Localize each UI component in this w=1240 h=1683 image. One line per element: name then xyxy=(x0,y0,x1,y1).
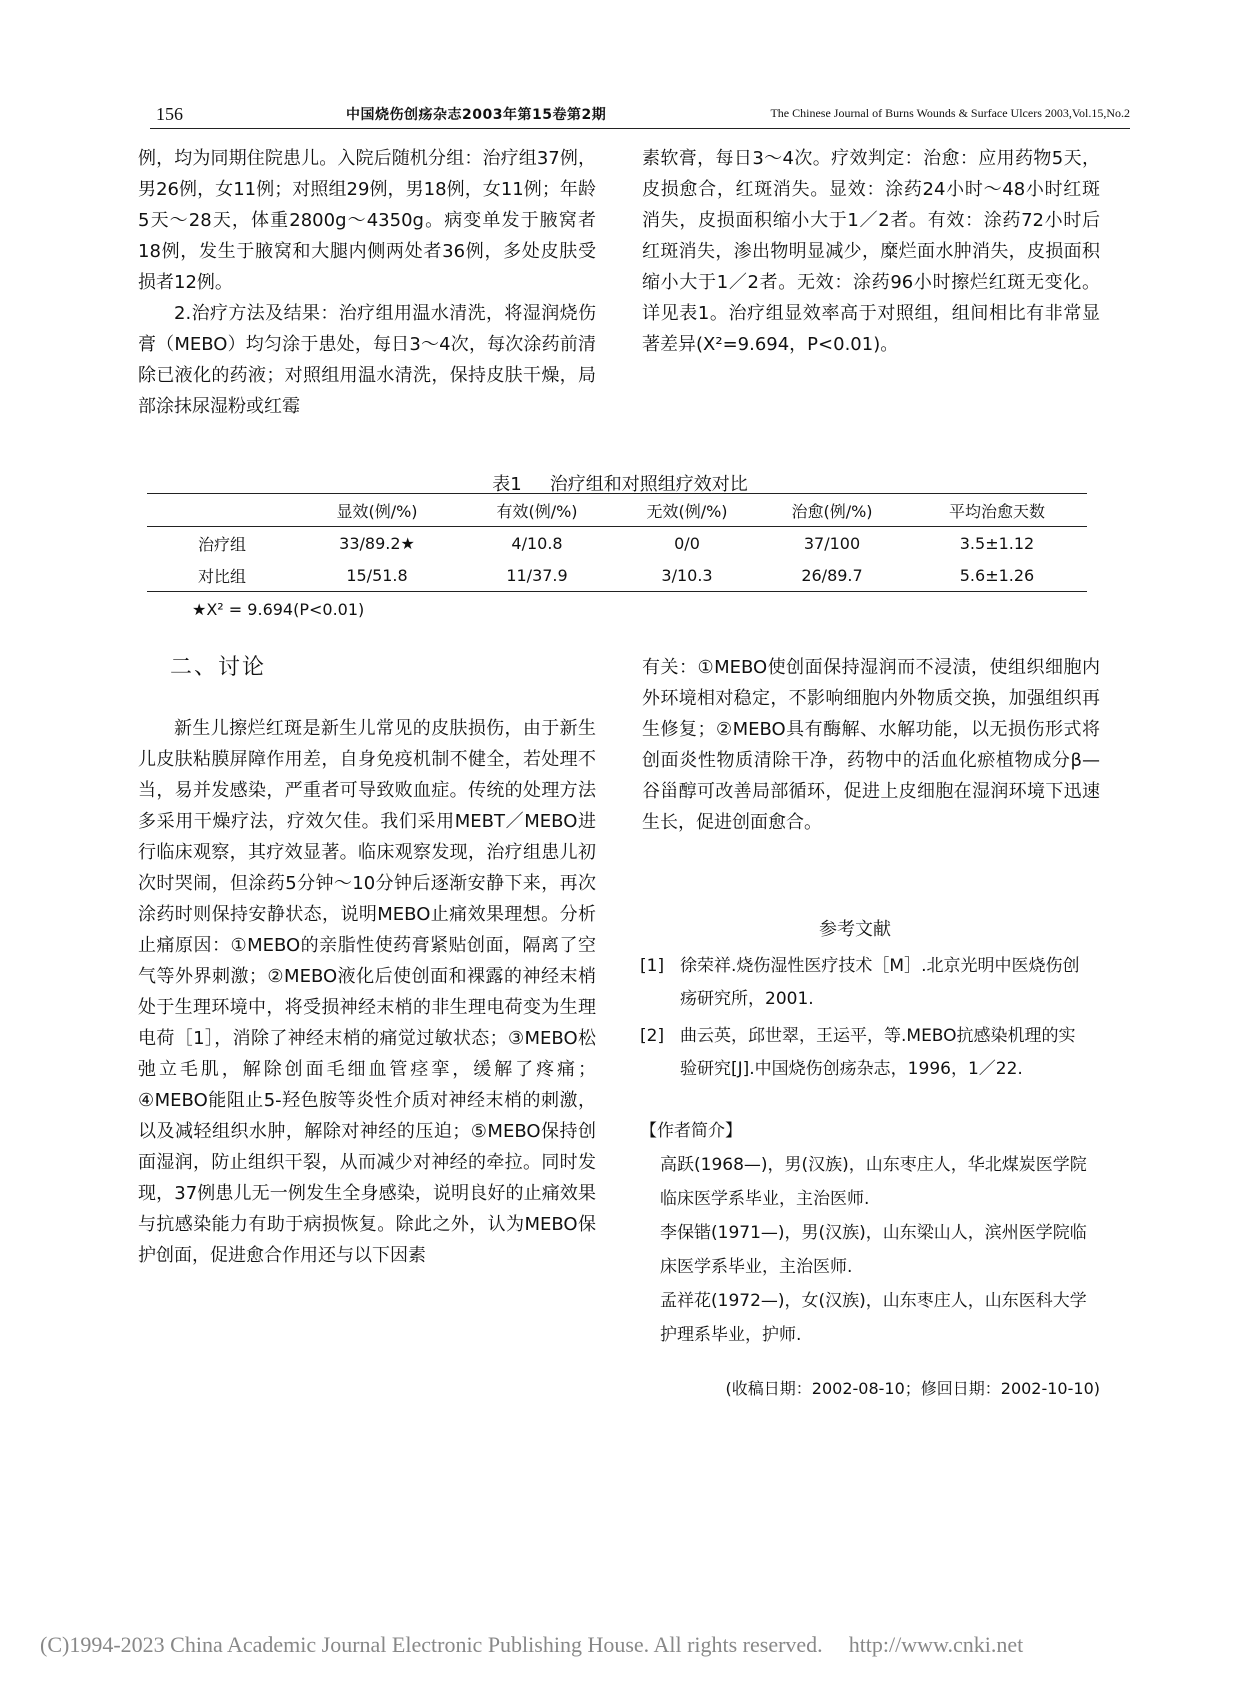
author-intro-title: 【作者简介】 xyxy=(640,1121,742,1141)
table-footnote: ★X² = 9.694(P<0.01) xyxy=(192,600,365,619)
table-cell: 5.6±1.26 xyxy=(907,559,1087,592)
table-cell: 3/10.3 xyxy=(617,559,757,592)
section-title-discussion: 二、讨论 xyxy=(170,655,267,680)
paragraph-criteria: 素软膏，每日3～4次。疗效判定：治愈：应用药物5天，皮损愈合，红斑消失。显效：涂药24小时～48小时红斑消失，皮损面积缩小大于1／2者。有效：涂药72小时后红斑消失，渗出物明显减少，糜烂面水肿消失，皮损面积缩小大于1／2者。无效：涂药96小时擦烂红斑无变化。详见表1。治疗组显效率高于对照组，组间相比有非常显著差异(X²=9.694，P<0.01)。 xyxy=(642,148,1100,355)
reference-text: 曲云英，邱世翠，王运平，等.MEBO抗感染机理的实验研究[J].中国烧伤创疡杂志，1996，1／22. xyxy=(680,1026,1076,1079)
table-title: 治疗组和对照组疗效对比 xyxy=(549,474,748,495)
footer-url[interactable]: http://www.cnki.net xyxy=(848,1632,1024,1657)
copyright-footer xyxy=(40,1632,1200,1658)
table-header-cell: 平均治愈天数 xyxy=(907,494,1087,527)
table-header-cell: 无效(例/%) xyxy=(617,494,757,527)
table-cell: 3.5±1.12 xyxy=(959,533,1035,553)
table-header-cell: 显效(例/%) xyxy=(297,494,457,527)
right-column-discussion xyxy=(642,652,1100,838)
table-header-cell: 治愈(例/%) xyxy=(757,494,907,527)
right-column-top xyxy=(642,143,1100,360)
table-header-cell: 有效(例/%) xyxy=(457,494,617,527)
header-rule xyxy=(150,128,1130,129)
journal-title-cn: 中国烧伤创疡杂志2003年第15卷第2期 xyxy=(346,107,607,123)
table-cell: 治疗组 xyxy=(197,534,246,554)
page-header xyxy=(156,104,1130,134)
author-bio: 李保锴(1971—)，男(汉族)，山东梁山人，滨州医学院临床医学系毕业，主治医师. xyxy=(660,1223,1087,1277)
table-row xyxy=(147,559,1087,592)
paragraph-methods: 2.治疗方法及结果：治疗组用温水清洗，将湿润烧伤膏（MEBO）均匀涂于患处，每日3～4次，每次涂药前清除已液化的药液；对照组用温水清洗，保持皮肤干燥，局部涂抹尿湿粉或红霉 xyxy=(138,303,596,417)
author-bio: 高跃(1968—)，男(汉族)，山东枣庄人，华北煤炭医学院临床医学系毕业，主治医师. xyxy=(660,1155,1087,1209)
table-cell: 对比组 xyxy=(147,559,297,592)
table-cell: 37/100 xyxy=(803,533,861,553)
author-bio: 孟祥花(1972—)，女(汉族)，山东枣庄人，山东医科大学护理系毕业，护师. xyxy=(660,1291,1087,1345)
results-table xyxy=(147,493,1087,592)
table-cell: 0/0 xyxy=(674,533,700,553)
table-row xyxy=(147,527,1087,560)
table-cell: 4/10.8 xyxy=(511,533,563,553)
table-cell: 15/51.8 xyxy=(297,559,457,592)
journal-title-en: The Chinese Journal of Burns Wounds & Surface Ulcers 2003,Vol.15,No.2 xyxy=(770,106,1130,120)
left-column-discussion xyxy=(138,713,596,1271)
table-cell: 33/89.2★ xyxy=(339,533,415,553)
table-header-row xyxy=(147,494,1087,527)
page-number: 156 xyxy=(156,104,183,124)
table-cell: 11/37.9 xyxy=(457,559,617,592)
table-cell: 26/89.7 xyxy=(757,559,907,592)
left-column-top xyxy=(138,143,596,422)
table-header-cell xyxy=(147,494,297,527)
reference-number: [2] xyxy=(640,1026,665,1046)
received-dates: (收稿日期：2002-08-10；修回日期：2002-10-10) xyxy=(725,1379,1100,1398)
paragraph-cases: 例，均为同期住院患儿。入院后随机分组：治疗组37例，男26例，女11例；对照组29例，男18例，女11例；年龄5天～28天，体重2800g～4350g。病变单发于腋窝者18例，发生于腋窝和大腿内侧两处者36例，多处皮肤受损者12例。 xyxy=(138,148,596,293)
references-title: 参考文献 xyxy=(819,919,891,940)
paragraph-discussion-cont: 有关：①MEBO使创面保持湿润而不浸渍，使组织细胞内外环境相对稳定，不影响细胞内外物质交换，加强组织再生修复；②MEBO具有酶解、水解功能，以无损伤形式将创面炎性物质清除干净，药物中的活血化瘀植物成分β—谷甾醇可改善局部循环，促进上皮细胞在湿润环境下迅速生长，促进创面愈合。 xyxy=(642,657,1100,833)
reference-item xyxy=(640,950,1090,1016)
paragraph-discussion: 新生儿擦烂红斑是新生儿常见的皮肤损伤，由于新生儿皮肤粘膜屏障作用差，自身免疫机制不健全，若处理不当，易并发感染，严重者可导致败血症。传统的处理方法多采用干燥疗法，疗效欠佳。我们采用MEBT／MEBO进行临床观察，其疗效显著。临床观察发现，治疗组患儿初次时哭闹，但涂药5分钟～10分钟后逐渐安静下来，再次涂药时则保持安静状态，说明MEBO止痛效果理想。分析止痛原因：①MEBO的亲脂性使药膏紧贴创面，隔离了空气等外界刺激；②MEBO液化后使创面和裸露的神经末梢处于生理环境中，将受损神经末梢的非生理电荷变为生理电荷［1］，消除了神经末梢的痛觉过敏状态；③MEBO松弛立毛肌，解除创面毛细血管痉挛，缓解了疼痛；④MEBO能阻止5-羟色胺等炎性介质对神经末梢的刺激，以及减轻组织水肿，解除对神经的压迫；⑤MEBO保持创面湿润，防止组织干裂，从而减少对神经的牵拉。同时发现，37例患儿无一例发生全身感染，说明良好的止痛效果与抗感染能力有助于病损恢复。除此之外，认为MEBO保护创面，促进愈合作用还与以下因素 xyxy=(138,718,596,1266)
copyright-text: (C)1994-2023 China Academic Journal Electronic Publishing House. All rights reserved. xyxy=(40,1632,823,1657)
reference-number: [1] xyxy=(640,956,665,976)
reference-item xyxy=(640,1020,1090,1086)
reference-text: 徐荣祥.烧伤湿性医疗技术［M］.北京光明中医烧伤创疡研究所，2001. xyxy=(680,956,1080,1009)
table-label: 表1 xyxy=(492,474,522,495)
